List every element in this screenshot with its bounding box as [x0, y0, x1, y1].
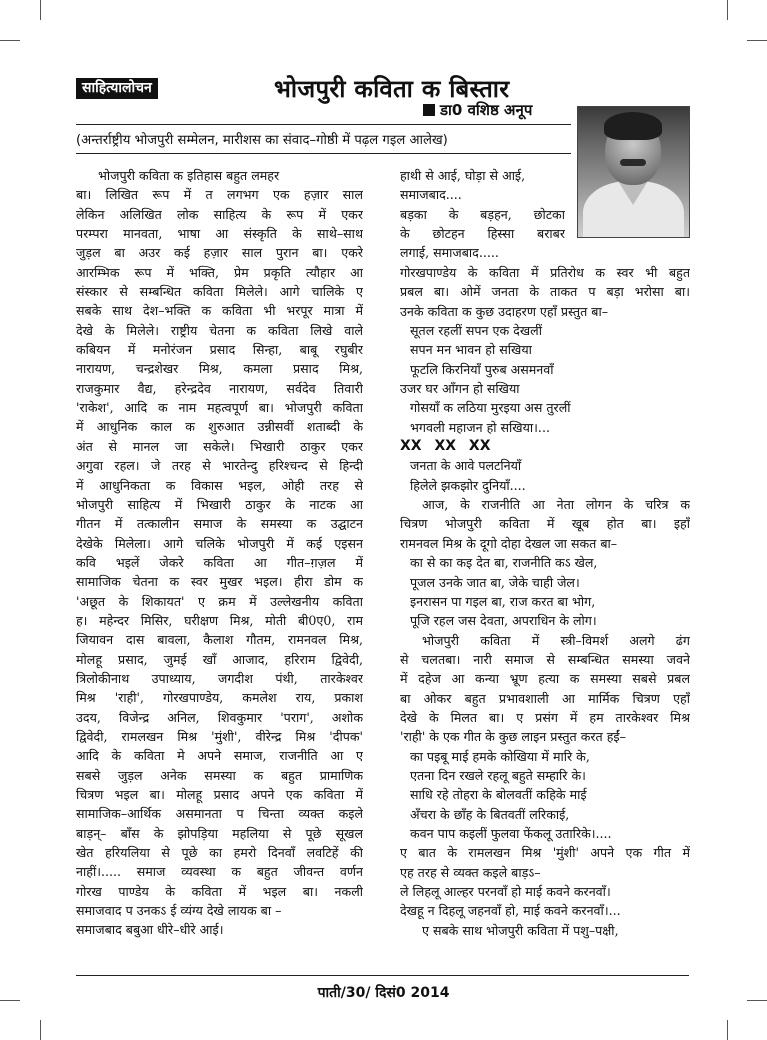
text-line: समाजबाद बबुआ धीरे–धीरे आई।	[76, 922, 224, 938]
article-subtitle: (अन्तर्राष्ट्रीय भोजपुरी सम्मेलन, मारीशस का संवाद–गोष्ठी में पढ़ल गइल आलेख)	[76, 133, 448, 148]
text-line: सबसे जुड़ल अनेक समस्या क बहुत प्रामाणिक	[76, 767, 363, 783]
text-line: परम्परा मानवता, भाषा आ संस्कृति के साथे–साथ	[76, 226, 363, 242]
text-line: फूटलि किरनियाँ पुरुब असमनवाँ	[410, 361, 554, 377]
text-line: मोलहू प्रसाद, जुमई खाँ आजाद, हरिराम द्विवेदी,	[76, 651, 363, 667]
crop-mark	[0, 40, 20, 41]
text-line: बड़का के बड़हन, छोटका	[400, 206, 565, 222]
text-line: बा। लिखित रूप में त लगभग एक हज़ार साल	[76, 187, 363, 203]
text-line: से चलतबा। नारी समाज से सम्बन्धित समस्या जवने	[400, 651, 690, 667]
page-footer: पाती/30/ दिसं0 2014	[317, 985, 450, 1001]
text-line: सबके साथ देश–भक्ति क कविता भी भरपूर मात्रा में	[76, 303, 363, 319]
text-line: में आधुनिकता क विकास भइल, ओही तरह से	[76, 477, 363, 493]
author-name: डा0 वशिष्ठ अनूप	[440, 101, 533, 119]
text-line: आरम्भिक रूप में भक्ति, प्रेम प्रकृति त्यौहार आ	[76, 264, 363, 280]
text-line: हाथी से आई, घोड़ा से आई,	[400, 168, 526, 183]
text-line: गोसयाँ क लठिया मुरइया अस तुरलीं	[410, 400, 571, 416]
footer-rule	[76, 975, 689, 976]
text-line: समाजबाद....	[400, 187, 462, 203]
text-line: कबियन में मनोरंजन प्रसाद सिन्हा, बाबू रघुबीर	[76, 342, 363, 358]
text-line: एतना दिन रखले रहलू बहुते सम्हारि के।	[410, 767, 586, 783]
article-title: भोजपुरी कविता क बिस्तार	[274, 75, 510, 103]
text-line: इनरासन पा गइल बा, राज करत बा भोग,	[410, 593, 596, 609]
text-line: भोजपुरी साहित्य में भिखारी ठाकुर के नाटक आ	[76, 496, 363, 512]
text-line: में आधुनिक काल क शुरुआत उन्नीसवीं शताब्दी के	[76, 419, 363, 435]
text-line: आज, के राजनीति आ नेता लोगन के चरित्र क	[422, 497, 690, 513]
crop-mark	[40, 0, 41, 20]
section-tag: साहित्यालोचन	[76, 78, 158, 99]
text-line: कवन पाप कइलीं फुलवा फेंकलू उतारिके।....	[410, 825, 612, 841]
text-line: प्रबल बा। ओमें जनता के ताकत प बड़ा भरोसा बा।	[400, 284, 690, 300]
text-line: का से का कइ देत बा, राजनीति कऽ खेल,	[410, 555, 598, 571]
subtitle-rule-bottom	[76, 153, 571, 154]
text-line: उनके कविता क कुछ उदाहरण एहाँ प्रस्तुत बा–	[400, 303, 609, 319]
text-line: सामाजिक चेतना क स्वर मुखर भइल। हीरा डोम क	[76, 574, 363, 590]
text-line: पूजल उनके जात बा, जेके चाही जेल।	[410, 574, 580, 590]
text-line: चित्रण भोजपुरी कविता में खूब होत बा। इहाँ	[400, 516, 690, 532]
square-bullet-icon	[423, 104, 435, 116]
text-line: 'अछूत के शिकायत' ए क्रम में उल्लेखनीय कविता	[76, 593, 363, 609]
text-line: 'राही' के एक गीत के कुछ लाइन प्रस्तुत करत हईं–	[400, 729, 626, 745]
author-photo	[577, 106, 690, 238]
text-line: ए बात के रामलखन मिश्र 'मुंशी' अपने एक गीत में	[400, 845, 690, 861]
text-line: सूतल रहलीं सपन एक देखलीं	[410, 323, 542, 339]
text-line: मिश्र 'राही', गोरखपाण्डेय, कमलेश राय, प्रकाश	[76, 690, 363, 706]
crop-mark	[747, 40, 767, 41]
text-line: गोरख पाण्डेय के कविता में भइल बा। नकली	[76, 883, 363, 899]
subtitle-rule-top	[76, 124, 571, 125]
text-line: उजर घर आँगन हो सखिया	[400, 381, 520, 397]
text-line: देखे के मिलत बा। ए प्रसंग में हम तारकेश्वर मिश्र	[400, 709, 690, 725]
text-line: उदय, विजेन्द्र अनिल, शिवकुमार 'पराग', अशोक	[76, 709, 363, 725]
text-line: बाड़न्– बाँस के झोपड़िया महलिया से पूछे सूखल	[76, 825, 363, 841]
left-column	[76, 166, 363, 940]
text-line: समाजवाद प उनकऽ ई व्यंग्य देखे लायक बा –	[76, 903, 282, 919]
text-line: कवि भइलें जेकरे कविता आ गीत–ग़ज़ल में	[76, 554, 363, 570]
text-line: अँचरा के छाँह के बितवतीं लरिकाई,	[410, 806, 570, 822]
text-line: द्विवेदी, रामलखन मिश्र 'मुंशी', वीरेन्द्र मिश्र 'दीपक'	[76, 728, 363, 744]
text-line: भोजपुरी कविता में स्त्री–विमर्श अलगे ढंग	[422, 632, 690, 648]
crop-mark	[727, 0, 728, 20]
right-column	[400, 263, 690, 940]
text-line: लगाई, समाजबाद.....	[400, 245, 499, 261]
text-line: में दहेज आ कन्या भ्रूण हत्या क समस्या सबसे प्रबल	[400, 671, 690, 687]
text-line: लेकिन अलिखित लोक साहित्य के रूप में एकर	[76, 206, 363, 222]
text-line: भगवली महाजन हो सखिया।...	[410, 419, 550, 435]
text-line: अंत से मानल जा सकेले। भिखारी ठाकुर एकर	[76, 438, 363, 454]
text-line: देखेके मिलेला। आगे चलिके भोजपुरी में कई एइसन	[76, 535, 363, 551]
text-line: देखहू न दिहलू जहनवाँ हो, माई कवने करनवाँ।...	[400, 903, 621, 919]
text-line: के छोटहन हिस्सा बराबर	[400, 226, 565, 242]
text-line: 'राकेश', आदि क नाम महत्वपूर्ण बा। भोजपुरी कविता	[76, 400, 363, 416]
text-line: हिलेले झकझोर दुनियाँ....	[410, 477, 526, 493]
text-line: जनता के आवे पलटनियाँ	[410, 458, 522, 474]
text-line: चित्रण भइल बा। मोलहू प्रसाद अपने एक कविता में	[76, 787, 363, 802]
text-line: पूजि रहल जस देवता, अपराधिन के लोग।	[410, 613, 597, 629]
text-line: का पइबू माई हमके कोखिया में मारि के,	[410, 748, 590, 764]
text-line: साधि रहे तोहरा के बोलवतीं कहिके माई	[410, 787, 587, 803]
text-line: ए सबके साथ भोजपुरी कविता में पशु–पक्षी,	[422, 922, 619, 938]
right-column-verse	[400, 166, 565, 263]
text-line: भोजपुरी कविता क इतिहास बहुत लमहर	[98, 168, 280, 183]
text-line: संस्कार से सम्बन्धित कविता मिलेले। आगे चालिके ए	[76, 284, 363, 300]
text-line: गीतन में तत्कालीन समाज के समस्या क उद्घाटन	[76, 516, 363, 532]
text-line: एह तरह से व्यक्त कइले बाड़ऽ–	[400, 864, 541, 880]
crop-mark	[727, 1020, 728, 1040]
text-line: ले लिहलू आल्हर परनवाँ हो माई कवने करनवाँ।	[400, 884, 611, 899]
text-line: अगुवा रहल। जे तरह से भारतेन्दु हरिश्चन्द से हिन्दी	[76, 458, 363, 474]
author-byline	[423, 100, 532, 120]
text-line: जियावन दास बावला, कैलाश गौतम, रामनवल मिश्र,	[76, 632, 363, 648]
text-line: XX XX XX	[400, 438, 491, 455]
text-line: आदि के कविता मे अपने समाज, राजनीति आ ए	[76, 748, 363, 764]
text-line: त्रिलोकीनाथ उपाध्याय, जगदीश पंथी, तारकेश्वर	[76, 670, 363, 686]
text-line: गोरखपाण्डेय के कविता में प्रतिरोध क स्वर भी बहुत	[400, 265, 690, 280]
crop-mark	[40, 1020, 41, 1040]
text-line: सामाजिक–आर्थिक असमानता प चिन्ता व्यक्त कइले	[76, 806, 363, 822]
text-line: रामनवल मिश्र के दूगो दोहा देखल जा सकत बा–	[400, 535, 618, 551]
text-line: सपन मन भावन हो सखिया	[410, 342, 532, 358]
text-line: राजकुमार वैद्य, हरेन्द्रदेव नारायण, सर्वदेव तिवारी	[76, 380, 363, 396]
text-line: नारायण, चन्द्रशेखर मिश्र, कमला प्रसाद मिश्र,	[76, 361, 363, 377]
text-line: खेत हरियलिया से पूछे का हमरो दिनवाँ लवटिहें की	[76, 845, 363, 861]
text-line: जुड़ल बा अउर कई हज़ार साल पुरान बा। एकरे	[76, 245, 363, 261]
text-line: ह। महेन्दर मिसिर, घरीक्षण मिश्र, मोती बी0ए0, राम	[76, 612, 363, 628]
text-line: देखे के मिलेले। राष्ट्रीय चेतना क कविता लिखे वाले	[76, 322, 363, 338]
text-line: बा ओकर बहुत प्रभावशाली आ मार्मिक चित्रण एहाँ	[400, 690, 690, 706]
text-line: नाहीं।..... समाज व्यवस्था क बहुत जीवन्त वर्णन	[76, 864, 363, 880]
